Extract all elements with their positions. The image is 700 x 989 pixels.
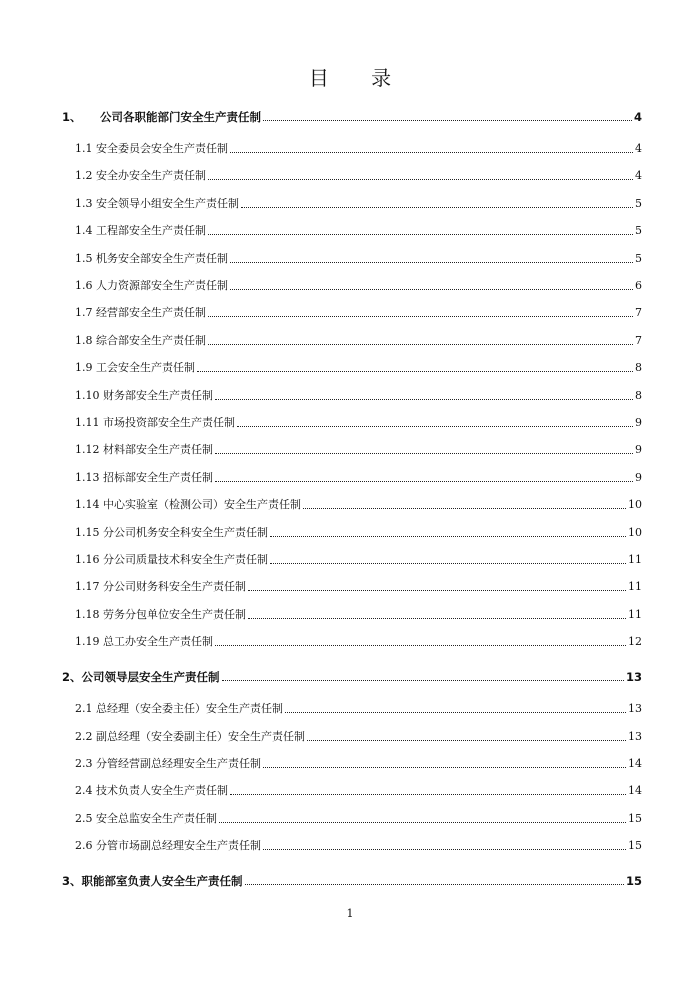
toc-entry[interactable]: [75, 727, 642, 745]
dot-leader: [230, 262, 633, 263]
toc-page-number: 11: [628, 553, 642, 566]
dot-leader: [270, 563, 626, 564]
dot-leader: [248, 618, 626, 619]
toc-entry-label: 1.14 中心实验室（检测公司）安全生产责任制: [75, 498, 301, 512]
toc-page-number: 9: [635, 470, 642, 484]
toc-section-heading[interactable]: [62, 107, 642, 125]
toc-entry-label: 2.6 分管市场副总经理安全生产责任制: [75, 839, 261, 853]
toc-section-number: 3、: [62, 874, 82, 889]
toc-entry[interactable]: [75, 550, 642, 568]
footer-page-number: 1: [346, 907, 354, 920]
toc-page-number: 9: [635, 416, 642, 429]
dot-leader: [237, 426, 633, 427]
toc-page-number: 4: [633, 110, 642, 124]
dot-leader: [230, 289, 633, 290]
toc-entry-label: 1.4 工程部安全生产责任制: [75, 224, 206, 238]
dot-leader: [215, 481, 633, 482]
toc-entry-label: 1.1 安全委员会安全生产责任制: [75, 142, 228, 155]
dot-leader: [215, 399, 633, 400]
dot-leader: [303, 508, 626, 509]
toc-entry[interactable]: [75, 276, 642, 294]
toc-entry-label: 1.6 人力资源部安全生产责任制: [75, 279, 228, 292]
dot-leader: [307, 740, 626, 741]
toc-page-number: 14: [628, 757, 642, 770]
toc-page-number: 10: [628, 525, 642, 539]
toc-title: 目 录: [308, 66, 410, 90]
toc-entry[interactable]: [75, 249, 642, 267]
toc-entry-label: 1.7 经营部安全生产责任制: [75, 306, 206, 320]
toc-entry[interactable]: [75, 413, 642, 431]
toc-entry[interactable]: [75, 523, 642, 541]
toc-page-number: 13: [628, 702, 642, 716]
toc-entry-label: [62, 109, 261, 125]
toc-entry[interactable]: [75, 468, 642, 486]
toc-entry-label: 1.3 安全领导小组安全生产责任制: [75, 196, 239, 210]
toc-entry-label: 2.4 技术负责人安全生产责任制: [75, 784, 228, 798]
toc-entry-label: 1.10 财务部安全生产责任制: [75, 388, 213, 402]
dot-leader: [230, 794, 626, 795]
toc-entry[interactable]: [75, 495, 642, 513]
dot-leader: [263, 767, 626, 768]
toc-entry[interactable]: [75, 440, 642, 458]
toc-entry-label: 2.5 安全总监安全生产责任制: [75, 811, 217, 825]
dot-leader: [208, 234, 633, 235]
toc-section-text: 公司各职能部门安全生产责任制: [100, 110, 261, 124]
dot-leader: [215, 453, 633, 454]
toc-page-number: 15: [628, 811, 642, 825]
toc-entry[interactable]: [75, 632, 642, 650]
dot-leader: [248, 590, 626, 591]
dot-leader: [197, 371, 633, 372]
toc-entry-label: 2.2 副总经理（安全委副主任）安全生产责任制: [75, 729, 305, 743]
toc-entry[interactable]: [75, 754, 642, 772]
dot-leader: [222, 680, 624, 681]
toc-page-number: 11: [628, 607, 642, 621]
toc-page-number: 11: [628, 580, 642, 594]
toc-page-number: 10: [628, 498, 642, 512]
toc-entry-label: 1.12 材料部安全生产责任制: [75, 443, 213, 457]
toc-section-heading[interactable]: [62, 871, 642, 889]
toc-entry-label: 1.9 工会安全生产责任制: [75, 361, 195, 375]
toc-entry[interactable]: [75, 781, 642, 799]
toc-entry[interactable]: [75, 605, 642, 623]
dot-leader: [208, 179, 633, 180]
toc-entry-label: 1.8 综合部安全生产责任制: [75, 333, 206, 347]
toc-entry[interactable]: [75, 358, 642, 376]
toc-entry-label: 1.15 分公司机务安全科安全生产责任制: [75, 525, 268, 539]
toc-page-number: 13: [625, 670, 642, 685]
toc-entry-label: [62, 669, 220, 685]
toc-entry-label: 1.17 分公司财务科安全生产责任制: [75, 580, 246, 594]
toc-entry[interactable]: [75, 577, 642, 595]
toc-page-number: 5: [635, 251, 642, 265]
toc-page-number: 9: [635, 443, 642, 457]
toc-entry[interactable]: [75, 166, 642, 184]
dot-leader: [285, 712, 626, 713]
toc-entry-label: 1.11 市场投资部安全生产责任制: [75, 416, 235, 429]
toc-entry-label: 1.13 招标部安全生产责任制: [75, 470, 213, 484]
dot-leader: [263, 849, 626, 850]
toc-page-number: 13: [628, 729, 642, 743]
toc-entry[interactable]: [75, 194, 642, 212]
dot-leader: [215, 645, 626, 646]
toc-page-number: 7: [635, 306, 642, 320]
toc-page-number: 14: [628, 784, 642, 798]
toc-entry[interactable]: [75, 699, 642, 717]
toc-page-number: 8: [635, 388, 642, 402]
dot-leader: [208, 316, 633, 317]
dot-leader: [270, 536, 626, 537]
toc-entry-label: 1.5 机务安全部安全生产责任制: [75, 251, 228, 265]
toc-entry-label: 1.2 安全办安全生产责任制: [75, 169, 206, 183]
toc-page-number: 15: [628, 839, 642, 853]
dot-leader: [245, 884, 624, 885]
toc-section-heading[interactable]: [62, 667, 642, 685]
toc-entry[interactable]: [75, 303, 642, 321]
toc-page-number: 12: [628, 635, 642, 649]
toc-entry[interactable]: [75, 836, 642, 854]
toc-entry[interactable]: [75, 331, 642, 349]
dot-leader: [241, 207, 633, 208]
toc-section-number: 1、: [62, 110, 82, 124]
toc-entry-label: 1.16 分公司质量技术科安全生产责任制: [75, 553, 268, 566]
toc-entry-label: [62, 873, 243, 889]
toc-page-number: 8: [635, 361, 642, 375]
toc-page-number: 15: [625, 874, 642, 889]
toc-page-number: 7: [635, 333, 642, 347]
toc-page-number: 5: [635, 224, 642, 238]
toc-page-number: 6: [635, 279, 642, 292]
dot-leader: [230, 152, 633, 153]
toc-entry-label: 2.3 分管经营副总经理安全生产责任制: [75, 757, 261, 770]
dot-leader: [263, 120, 632, 121]
toc-section-text: 公司领导层安全生产责任制: [81, 670, 220, 685]
toc-entry-label: 2.1 总经理（安全委主任）安全生产责任制: [75, 702, 283, 716]
dot-leader: [208, 344, 633, 345]
toc-page-number: 4: [635, 169, 642, 183]
toc-page-number: 5: [635, 196, 642, 210]
toc-section-number: 2、: [62, 670, 82, 685]
toc-entry[interactable]: [75, 809, 642, 827]
toc-page-number: 4: [635, 142, 642, 155]
toc-entry-label: 1.19 总工办安全生产责任制: [75, 635, 213, 649]
toc-entry[interactable]: [75, 386, 642, 404]
toc-section-text: 职能部室负责人安全生产责任制: [81, 874, 243, 889]
dot-leader: [219, 822, 626, 823]
toc-entry[interactable]: [75, 139, 642, 157]
toc-entry[interactable]: [75, 221, 642, 239]
toc-entry-label: 1.18 劳务分包单位安全生产责任制: [75, 607, 246, 621]
